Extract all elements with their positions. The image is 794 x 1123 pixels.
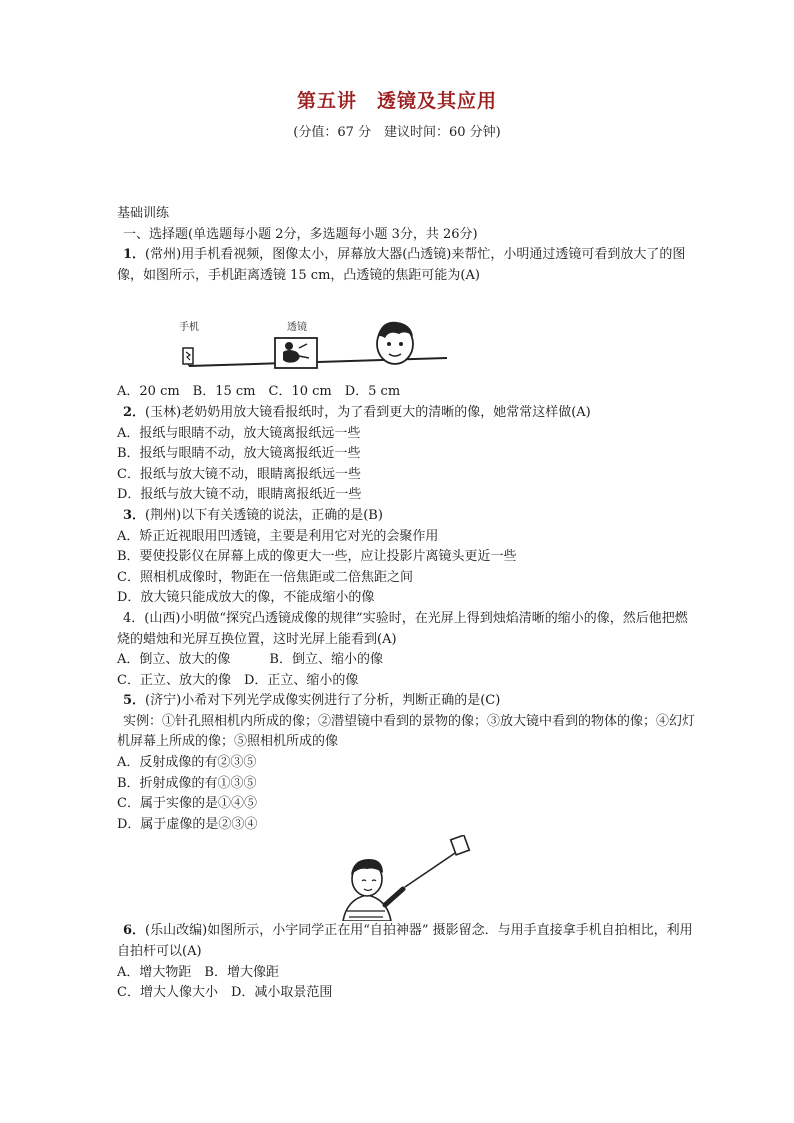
phone-lens-eye-illustration xyxy=(117,286,699,382)
question-2-option-c: C．报纸与放大镜不动，眼睛离报纸远一些 xyxy=(117,466,361,482)
question-4-options-cd: C．正立、放大的像 D．正立、缩小的像 xyxy=(117,672,359,688)
question-3-stem xyxy=(117,506,699,527)
question-6-options-ab: A．增大物距 B．增大像距 xyxy=(117,964,279,980)
lens-label: 透镜 xyxy=(287,322,307,334)
question-5-option-d: D．属于虚像的是②③④ xyxy=(117,816,258,832)
question-6-stem xyxy=(117,921,699,962)
question-4-options-ab: A．倒立、放大的像 B．倒立、缩小的像 xyxy=(117,652,383,668)
question-2-text: (玉林)老奶奶用放大镜看报纸时，为了看到更大的清晰的像，她常常这样做(A) xyxy=(145,404,591,420)
boy-with-selfie-stick-icon xyxy=(343,836,469,922)
question-2-option-a: A．报纸与眼睛不动，放大镜离报纸远一些 xyxy=(117,425,361,441)
page-title: 第五讲 透镜及其应用 xyxy=(296,90,497,112)
boy-head-icon xyxy=(377,322,413,364)
question-3-option-a: A．矫正近视眼用凹透镜，主要是利用它对光的会聚作用 xyxy=(117,528,439,544)
question-5-examples: 实例：①针孔照相机内所成的像；②潜望镜中看到的景物的像；③放大镜中看到的物体的像；④幻灯机屏幕上所成的像；⑤照相机所成的像 xyxy=(117,713,696,750)
phone-label: 手机 xyxy=(179,322,199,334)
question-6-figure xyxy=(117,835,699,921)
phone-icon xyxy=(183,348,193,366)
question-1-stem xyxy=(117,245,699,286)
worksheet-content xyxy=(117,204,699,1004)
lens-icon xyxy=(275,338,317,368)
question-5-number: 5． xyxy=(123,693,146,709)
question-2-stem xyxy=(117,403,699,424)
section-name: 基础训练 xyxy=(117,206,170,221)
question-2-option-b: B．报纸与眼睛不动，放大镜离报纸近一些 xyxy=(117,446,361,462)
question-5-stem xyxy=(117,691,699,712)
question-2-number: 2． xyxy=(123,404,146,420)
question-3-number: 3． xyxy=(123,507,146,523)
question-2-option-d: D．报纸与放大镜不动，眼睛离报纸近一些 xyxy=(117,487,362,503)
question-3-option-b: B．要使投影仪在屏幕上成的像更大一些，应让投影片离镜头更近一些 xyxy=(117,549,517,565)
question-3-text: (荆州)以下有关透镜的说法，正确的是(B) xyxy=(145,507,383,523)
page-subtitle: (分值：67 分 建议时间：60 分钟) xyxy=(293,125,501,140)
question-6-number: 6． xyxy=(123,923,146,939)
question-1-figure xyxy=(117,286,699,382)
question-1-options: A．20 cm B．15 cm C．10 cm D．5 cm xyxy=(117,384,401,400)
selfie-stick-illustration xyxy=(117,835,699,921)
question-5-option-a: A．反射成像的有②③⑤ xyxy=(117,755,257,771)
question-3-option-d: D．放大镜只能成放大的像，不能成缩小的像 xyxy=(117,590,375,606)
section-instructions: 一、选择题(单选题每小题 2分，多选题每小题 3分，共 26分) xyxy=(123,226,478,242)
question-5-option-b: B．折射成像的有①③⑤ xyxy=(117,775,257,791)
question-5-option-c: C．属于实像的是①④⑤ xyxy=(117,796,257,812)
question-3-option-c: C．照相机成像时，物距在一倍焦距或二倍焦距之间 xyxy=(117,569,413,585)
question-1-text: (常州)用手机看视频，图像太小，屏幕放大器(凸透镜)来帮忙，小明通过透镜可看到放大了的图像，如图所示，手机距离透镜 15 cm，凸透镜的焦距可能为(A) xyxy=(117,247,686,283)
question-6-text: (乐山改编)如图所示，小宇同学正在用“自拍神器” 摄影留念．与用手直接拿手机自拍相比，利用自拍杆可以(A) xyxy=(117,923,693,960)
question-5-text: (济宁)小希对下列光学成像实例进行了分析，判断正确的是(C) xyxy=(145,693,501,709)
question-4-stem: 4．(山西)小明做“探究凸透镜成像的规律”实验时，在光屏上得到烛焰清晰的缩小的像，然后他把燃烧的蜡烛和光屏互换位置，这时光屏上能看到(A) xyxy=(117,610,688,647)
question-6-options-cd: C．增大人像大小 D．减小取景范围 xyxy=(117,985,333,1001)
question-1-number: 1． xyxy=(123,247,146,263)
